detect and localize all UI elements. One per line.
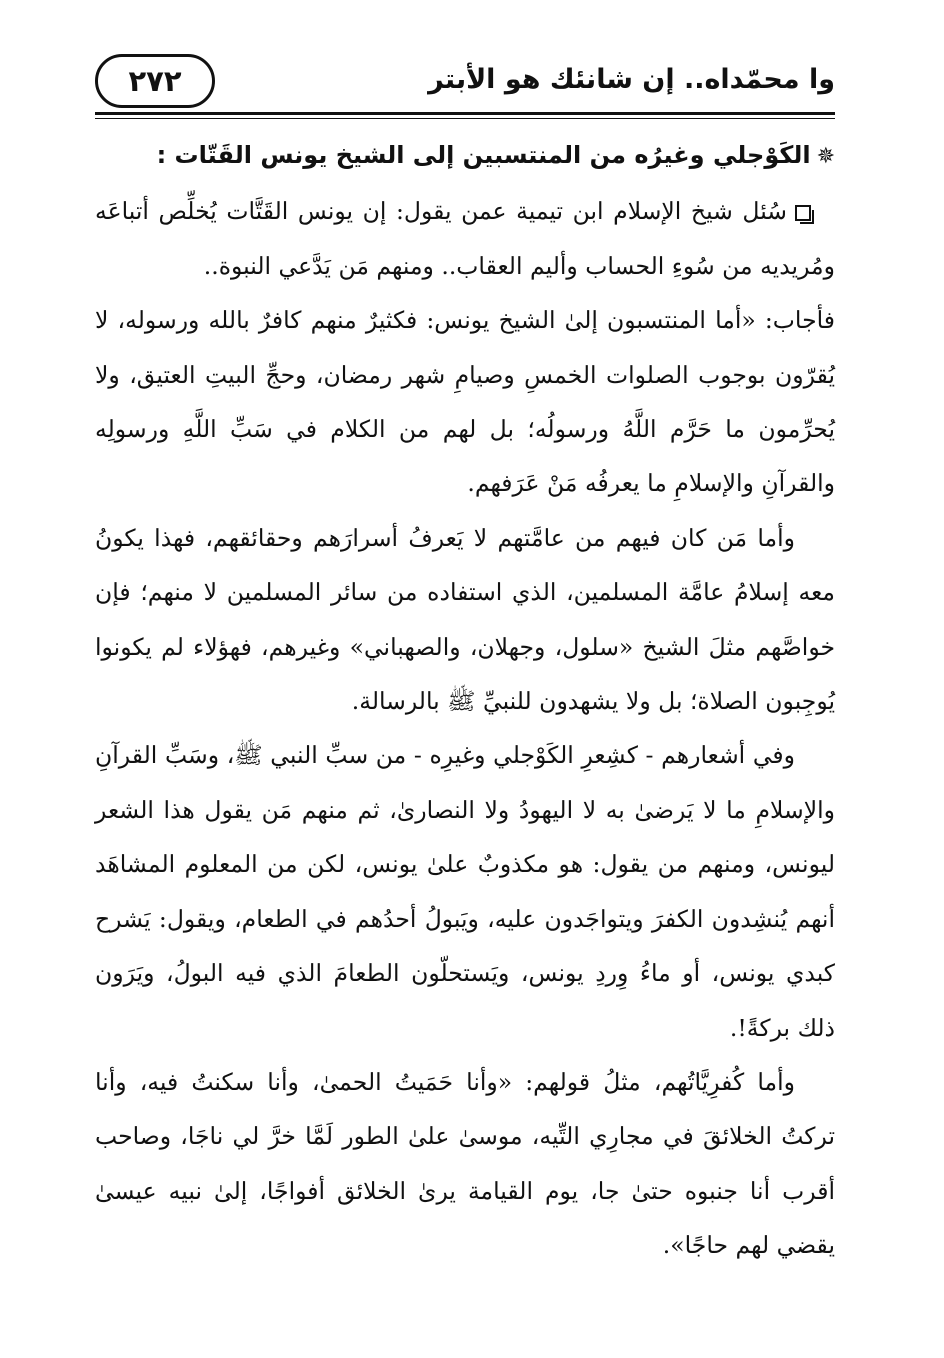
body-paragraph: وأما مَن كان فيهم من عامَّتهم لا يَعرفُ أسرارَهم وحقائقهم، فهذا يكونُ معه إسلامُ عامَّة المسلمين، الذي استفاده من سائر المسلمين لا منهم؛ فإن خواصَّهم مثلَ الشيخ «سلول، وجهلان، والصهباني» وغيرهم، فهؤلاء لم يكونوا يُوجِبون الصلاة؛ بل ولا يشهدون للنبيِّ ﷺ بالرسالة. (95, 523, 835, 716)
page-number-text: ٢٧٢ (128, 64, 182, 98)
page-number (95, 54, 215, 108)
body-paragraph: وفي أشعارهم - كشِعرِ الكَوْجلي وغيرِه - من سبِّ النبي ﷺ، وسَبِّ القرآنِ والإسلامِ ما لا يَرضىٰ به لا اليهودُ ولا النصارىٰ، ثم منهم مَن يقول هذا الشعر ليونس، ومنهم من يقول: هو مكذوبٌ علىٰ يونس، لكن من المعلوم المشاهَد أنهم يُنشِدون الكفرَ ويتواجَدون عليه، ويَبولُ أحدُهم في الطعام، ويقول: يَشرح كبدي يونس، أو ماءُ وِردِ يونس، ويَستحلّون الطعامَ الذي فيه البولُ، ويَرَون ذلك بركةً!. (95, 741, 835, 1042)
page-body (95, 128, 835, 1273)
square-bullet-icon (795, 205, 811, 221)
page-header (95, 52, 835, 114)
running-title: وا محمّداه.. إن شانئك هو الأبتر (428, 64, 835, 95)
answer-paragraph: فأجاب: «أما المنتسبون إلىٰ الشيخ يونس: فكثيرٌ منهم كافرٌ بالله ورسوله، لا يُقرّون بوجوب الصلوات الخمسِ وصيامِ شهر رمضان، وحجِّ البيتِ العتيق، ولا يُحرِّمون ما حَرَّم اللَّهُ ورسولُه؛ بل لهم من الكلام في سَبِّ اللَّهِ ورسولِه والقرآنِ والإسلامِ ما يعرفُه مَنْ عَرَفهم. (95, 306, 835, 498)
header-rule-thick (95, 112, 835, 115)
section-heading (95, 128, 835, 184)
header-rule-thin (95, 118, 835, 119)
question-paragraph (95, 184, 835, 293)
star-icon: ✵ (816, 144, 835, 169)
body-paragraph: وأما كُفرِيَّاتُهم، مثلُ قولهم: «وأنا حَمَيتُ الحمىٰ، وأنا سكنتُ فيه، وأنا تركتُ الخلائقَ في مجارِي التِّيه، موسىٰ علىٰ الطور لَمَّا خرَّ لي ناجَا، وصاحب أقرب أنا جنبوه حتىٰ جا، يوم القيامة يرىٰ الخلائق أفواجًا، إلىٰ نبيه عيسىٰ يقضي لهم حاجًا». (95, 1067, 835, 1260)
section-heading-text: الكَوْجلي وغيرُه من المنتسبين إلى الشيخ يونس القَتّات : (156, 141, 811, 169)
question-text: سُئل شيخ الإسلام ابن تيمية عمن يقول: إن يونس القَتَّات يُخلِّص أتباعَه ومُريديه من سُوءِ الحساب وأليم العقاب.. ومنهم مَن يَدَّعي النبوة.. (95, 197, 835, 280)
